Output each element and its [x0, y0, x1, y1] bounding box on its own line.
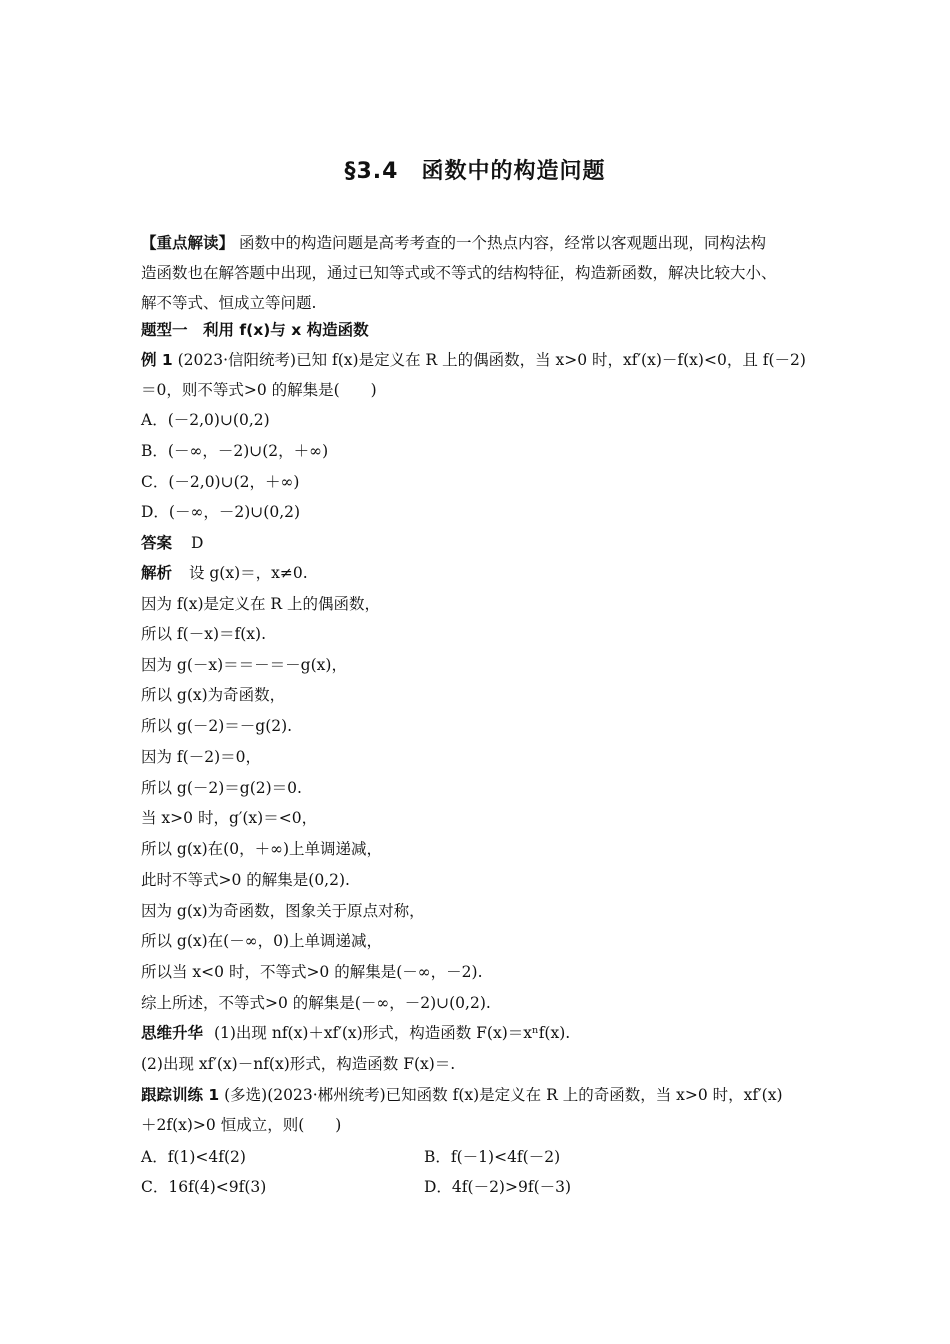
example-1-line-2: ＝0，则不等式>0 的解集是( ) — [141, 381, 377, 399]
solution-line-3: 所以 f(－x)＝f(x). — [141, 625, 266, 643]
insight-label: 思维升华 — [141, 1024, 204, 1042]
practice-1-option-d: D．4f(－2)>9f(－3) — [424, 1178, 572, 1196]
solution-line-1 — [141, 563, 308, 583]
solution-line-10: 所以 g(x)在(0，＋∞)上单调递减， — [141, 840, 383, 858]
example-1-option-a: A．(－2,0)∪(0,2) — [141, 411, 270, 429]
example-1-line-1 — [141, 350, 806, 370]
solution-line-13: 所以 g(x)在(－∞，0)上单调递减， — [141, 932, 383, 950]
solution-line-7: 因为 f(－2)＝0， — [141, 748, 261, 766]
insight-line-2: (2)出现 xf′(x)－nf(x)形式，构造函数 F(x)＝. — [141, 1055, 456, 1073]
practice-1-line-2: ＋2f(x)>0 恒成立，则( ) — [141, 1116, 342, 1134]
page-title: §3.4 函数中的构造问题 — [344, 159, 606, 184]
solution-line-15: 综上所述，不等式>0 的解集是(－∞，－2)∪(0,2). — [141, 994, 491, 1012]
solution-line-11: 此时不等式>0 的解集是(0,2). — [141, 871, 350, 889]
solution-line-4: 因为 g(－x)＝＝－＝－g(x)， — [141, 656, 347, 674]
insight-line-1 — [141, 1023, 570, 1043]
example-1-option-c: C．(－2,0)∪(2，＋∞) — [141, 473, 300, 491]
focus-line-1 — [141, 233, 766, 253]
insight-text-1: (1)出现 nf(x)＋xf′(x)形式，构造函数 F(x)＝xⁿf(x). — [213, 1024, 571, 1042]
answer-label: 答案 — [141, 534, 173, 552]
example-1-text-1: (2023·信阳统考)已知 f(x)是定义在 R 上的偶函数，当 x>0 时，xf′(x)－f(x)<0，且 f(－2) — [177, 351, 806, 369]
example-1-label: 例 1 — [141, 351, 173, 369]
focus-line-3: 解不等式、恒成立等问题. — [141, 294, 317, 312]
solution-line-2: 因为 f(x)是定义在 R 上的偶函数， — [141, 595, 381, 613]
focus-label: 【重点解读】 — [141, 234, 235, 252]
solution-line-12: 因为 g(x)为奇函数，图象关于原点对称， — [141, 902, 425, 920]
solution-text-1: 设 g(x)＝，x≠0. — [188, 564, 308, 582]
solution-line-14: 所以当 x<0 时，不等式>0 的解集是(－∞，－2). — [141, 963, 483, 981]
example-1-option-b: B．(－∞，－2)∪(2，＋∞) — [141, 442, 329, 460]
practice-1-option-b: B．f(－1)<4f(－2) — [424, 1148, 561, 1166]
example-1-option-d: D．(－∞，－2)∪(0,2) — [141, 503, 301, 521]
solution-line-5: 所以 g(x)为奇函数， — [141, 686, 286, 704]
answer-value: D — [190, 534, 204, 552]
answer-line — [141, 533, 203, 553]
solution-line-9: 当 x>0 时，g′(x)＝<0， — [141, 809, 318, 827]
focus-text-1: 函数中的构造问题是高考考查的一个热点内容，经常以客观题出现，同构法构 — [238, 234, 766, 252]
focus-line-2: 造函数也在解答题中出现，通过已知等式或不等式的结构特征，构造新函数，解决比较大小、 — [141, 264, 777, 282]
solution-line-8: 所以 g(－2)＝g(2)＝0. — [141, 779, 302, 797]
practice-1-option-a: A．f(1)<4f(2) — [141, 1148, 246, 1166]
practice-1-line-1 — [141, 1085, 783, 1105]
solution-line-6: 所以 g(－2)＝－g(2). — [141, 717, 293, 735]
practice-1-option-c: C．16f(4)<9f(3) — [141, 1178, 267, 1196]
section-heading-1: 题型一 利用 f(x)与 x 构造函数 — [141, 321, 369, 339]
solution-label: 解析 — [141, 564, 173, 582]
practice-1-label: 跟踪训练 1 — [141, 1086, 220, 1104]
practice-1-text-1: (多选)(2023·郴州统考)已知函数 f(x)是定义在 R 上的奇函数，当 x>0 时，xf′(x) — [224, 1086, 783, 1104]
